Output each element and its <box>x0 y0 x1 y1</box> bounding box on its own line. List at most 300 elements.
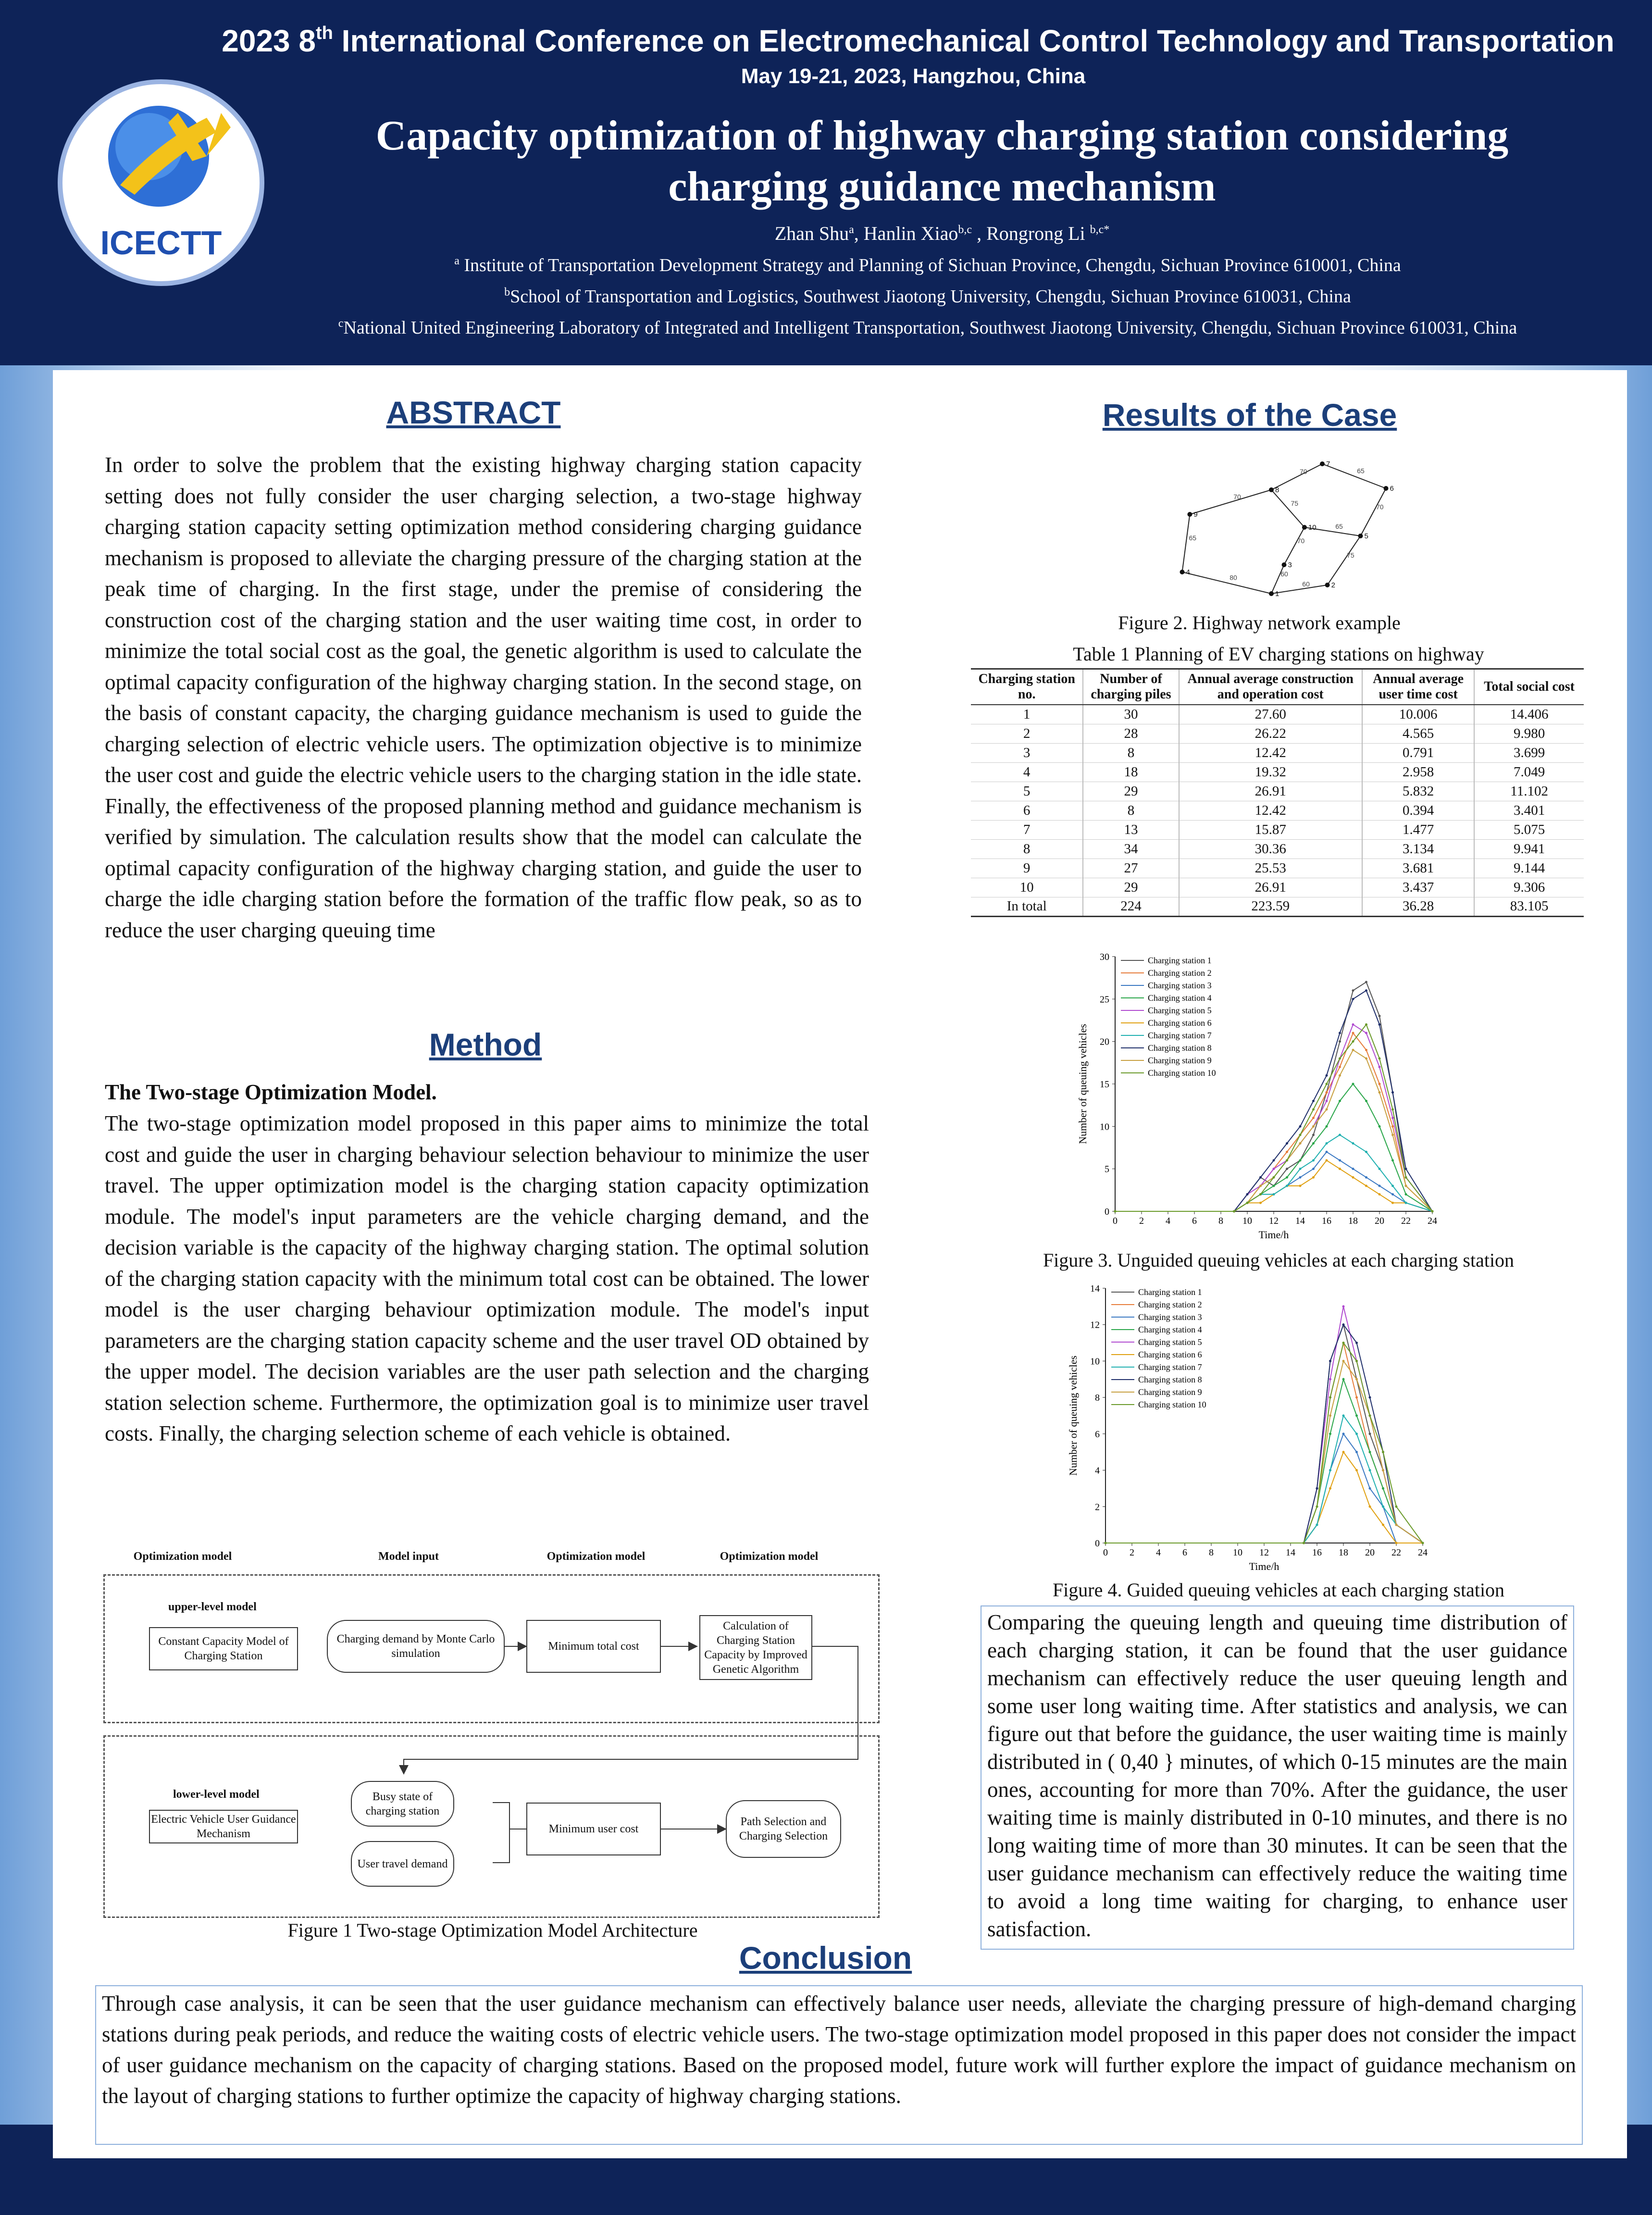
data-point <box>1273 1193 1275 1195</box>
x-tick-label: 2 <box>1130 1547 1134 1558</box>
x-tick-label: 24 <box>1428 1216 1437 1226</box>
table-header-cell: Charging station no. <box>971 669 1083 705</box>
network-node <box>1325 583 1330 587</box>
data-point <box>1312 1176 1315 1179</box>
data-point <box>1355 1396 1358 1399</box>
table-cell: 12.42 <box>1179 743 1362 762</box>
data-point <box>1286 1142 1288 1145</box>
data-point <box>1342 1305 1345 1307</box>
data-point <box>1379 1091 1381 1094</box>
table-cell: 10.006 <box>1362 705 1474 724</box>
series-line <box>1105 1343 1423 1543</box>
data-point <box>1312 1159 1315 1162</box>
table-cell: 29 <box>1083 878 1179 897</box>
data-point <box>1326 1100 1328 1102</box>
data-point <box>1339 1134 1341 1136</box>
data-point <box>1382 1524 1384 1526</box>
y-tick-label: 14 <box>1090 1283 1100 1294</box>
legend-label: Charging station 2 <box>1148 968 1212 978</box>
network-node-label: 2 <box>1331 581 1335 589</box>
series-line <box>1115 1084 1432 1211</box>
data-point <box>1405 1185 1407 1187</box>
table-cell: 30.36 <box>1179 839 1362 859</box>
data-point <box>1365 1151 1367 1153</box>
data-point <box>1379 1015 1381 1017</box>
legend-label: Charging station 9 <box>1138 1387 1202 1397</box>
legend-label: Charging station 10 <box>1138 1400 1206 1409</box>
data-point <box>1352 1176 1354 1179</box>
data-point <box>1273 1176 1275 1179</box>
data-point <box>1391 1159 1394 1162</box>
data-point <box>1352 989 1354 992</box>
data-point <box>1246 1193 1249 1195</box>
table-cell: 5.832 <box>1362 782 1474 801</box>
network-edge <box>1361 488 1386 536</box>
data-point <box>1382 1451 1384 1453</box>
x-axis-label: Time/h <box>1249 1560 1279 1572</box>
fig1-upper-label: upper-level model <box>168 1601 257 1613</box>
network-edge <box>1271 490 1304 527</box>
data-point <box>1299 1185 1302 1187</box>
network-node <box>1269 591 1274 596</box>
fig1-box-min-user-cost: Minimum user cost <box>526 1803 661 1855</box>
table-cell: 11.102 <box>1474 782 1584 801</box>
series-line <box>1105 1343 1423 1543</box>
table-header-cell: Annual average construction and operation cost <box>1179 669 1362 705</box>
fig1-col-header-3: Optimization model <box>547 1550 646 1563</box>
data-point <box>1299 1134 1302 1136</box>
data-point <box>1326 1159 1328 1162</box>
data-point <box>1395 1506 1398 1508</box>
table-cell: 7 <box>971 820 1083 839</box>
data-point <box>1391 1125 1394 1128</box>
x-tick-label: 22 <box>1391 1547 1401 1558</box>
figure-2-caption: Figure 2. Highway network example <box>1118 612 1401 634</box>
legend-label: Charging station 6 <box>1138 1350 1202 1359</box>
legend-label: Charging station 6 <box>1148 1018 1212 1028</box>
data-point <box>1105 1542 1107 1544</box>
data-point <box>1329 1396 1331 1399</box>
data-point <box>1299 1142 1302 1145</box>
data-point <box>1391 1117 1394 1119</box>
table-cell: 5 <box>971 782 1083 801</box>
x-tick-label: 18 <box>1348 1216 1358 1226</box>
conference-title: 2023 8th International Conference on Electromechanical Control Technology and Transportation <box>222 23 1615 58</box>
data-point <box>1273 1168 1275 1170</box>
network-node <box>1320 461 1325 466</box>
network-node-label: 10 <box>1308 523 1317 532</box>
table-cell: 223.59 <box>1179 897 1362 916</box>
table-cell: 9.980 <box>1474 724 1584 743</box>
figure-3-chart <box>1057 942 1442 1250</box>
table-cell: 2.958 <box>1362 762 1474 782</box>
x-tick-label: 2 <box>1139 1216 1144 1226</box>
network-edge <box>1328 536 1361 585</box>
data-point <box>1312 1117 1315 1119</box>
data-point <box>1355 1469 1358 1471</box>
x-tick-label: 8 <box>1218 1216 1223 1226</box>
data-point <box>1329 1415 1331 1417</box>
table-cell: 36.28 <box>1362 897 1474 916</box>
data-point <box>1286 1151 1288 1153</box>
table-header-cell: Annual average user time cost <box>1362 669 1474 705</box>
x-tick-label: 0 <box>1103 1547 1108 1558</box>
network-edge <box>1322 464 1386 488</box>
table-cell: 6 <box>971 801 1083 820</box>
data-point <box>1312 1125 1315 1128</box>
y-tick-label: 2 <box>1095 1502 1100 1513</box>
table-cell: 14.406 <box>1474 705 1584 724</box>
data-point <box>1352 1032 1354 1034</box>
table-header-cell: Total social cost <box>1474 669 1584 705</box>
table-cell: 3.134 <box>1362 839 1474 859</box>
data-point <box>1316 1506 1318 1508</box>
network-node-label: 6 <box>1390 485 1394 493</box>
table-cell: 7.049 <box>1474 762 1584 782</box>
y-tick-label: 12 <box>1090 1319 1100 1331</box>
table-cell: 12.42 <box>1179 801 1362 820</box>
data-point <box>1329 1360 1331 1362</box>
fig1-box-genetic-algorithm: Calculation of Charging Station Capacity by Improved Genetic Algorithm <box>699 1615 812 1680</box>
network-node <box>1358 534 1363 538</box>
data-point <box>1365 1100 1367 1102</box>
data-point <box>1391 1193 1394 1195</box>
table-cell: 26.22 <box>1179 724 1362 743</box>
x-tick-label: 12 <box>1269 1216 1279 1226</box>
y-tick-label: 6 <box>1095 1429 1100 1440</box>
x-tick-label: 16 <box>1322 1216 1331 1226</box>
legend-label: Charging station 4 <box>1138 1325 1202 1334</box>
network-node-label: 3 <box>1288 561 1292 569</box>
fig1-box-capacity-model: Constant Capacity Model of Charging Station <box>149 1627 298 1670</box>
data-point <box>1326 1151 1328 1153</box>
data-point <box>1391 1108 1394 1111</box>
table-cell: 3.437 <box>1362 878 1474 897</box>
table-row <box>971 762 1584 782</box>
network-edge <box>1182 572 1272 594</box>
data-point <box>1326 1074 1328 1077</box>
data-point <box>1382 1506 1384 1508</box>
paper-title <box>298 111 1586 212</box>
table-row <box>971 743 1584 762</box>
table-cell: 4.565 <box>1362 724 1474 743</box>
data-point <box>1379 1185 1381 1187</box>
affiliation-b: $^b$School of Transportation and Logistics, Southwest Jiaotong University, Chengdu, Sichuan Province 610031, China <box>504 286 1351 307</box>
network-edge-weight: 60 <box>1280 570 1288 578</box>
network-node <box>1269 487 1274 492</box>
x-tick-label: 20 <box>1375 1216 1384 1226</box>
data-point <box>1316 1487 1318 1490</box>
data-point <box>1379 1193 1381 1195</box>
data-point <box>1339 1058 1341 1060</box>
series-line <box>1115 1135 1432 1211</box>
network-node-label: 4 <box>1186 568 1190 576</box>
x-tick-label: 24 <box>1418 1547 1428 1558</box>
x-tick-label: 18 <box>1339 1547 1348 1558</box>
table-row <box>971 801 1584 820</box>
network-node-label: 7 <box>1326 460 1330 468</box>
table-cell: 19.32 <box>1179 762 1362 782</box>
table-cell: 0.394 <box>1362 801 1474 820</box>
author-list: Zhan Shu$^a$, Hanlin Xiao$^{b,c}$ , Rongrong Li $^{b,c*}$ <box>774 223 1110 244</box>
data-point <box>1431 1210 1434 1213</box>
data-point <box>1352 998 1354 1000</box>
data-point <box>1391 1134 1394 1136</box>
data-point <box>1405 1202 1407 1204</box>
data-point <box>1326 1091 1328 1094</box>
table-row <box>971 782 1584 801</box>
data-point <box>1342 1378 1345 1381</box>
figure-4-chart <box>1048 1274 1432 1581</box>
results-heading: Results of the Case <box>1102 397 1397 433</box>
logo-text: ICECTT <box>100 224 222 261</box>
fig1-box-travel-demand: User travel demand <box>351 1841 454 1887</box>
fig1-col-header-4: Optimization model <box>720 1550 819 1563</box>
data-point <box>1342 1415 1345 1417</box>
legend-label: Charging station 10 <box>1148 1068 1216 1078</box>
table-cell: 0.791 <box>1362 743 1474 762</box>
network-edge-weight: 75 <box>1291 499 1299 507</box>
y-tick-label: 0 <box>1095 1538 1100 1549</box>
y-tick-label: 20 <box>1100 1036 1109 1047</box>
data-point <box>1273 1159 1275 1162</box>
table-row <box>971 839 1584 859</box>
table-cell: 9.144 <box>1474 859 1584 878</box>
data-point <box>1326 1083 1328 1085</box>
table-cell: 8 <box>971 839 1083 859</box>
data-point <box>1342 1432 1345 1435</box>
data-point <box>1339 1074 1341 1077</box>
data-point <box>1379 1125 1381 1128</box>
y-tick-label: 0 <box>1105 1207 1109 1217</box>
network-node-label: 1 <box>1275 590 1279 598</box>
conclusion-text: Through case analysis, it can be seen that the user guidance mechanism can effectively balance user needs, alleviate the charging pressure of high-demand charging stations during peak periods, and reduce the waiting costs of electric vehicle users. The two-stage optimization model proposed in this paper does not consider the impact of user guidance mechanism on the capacity of charging stations. Based on the proposed model, future work will further explore the impact of guidance mechanism on the layout of charging stations to further optimize the capacity of highway charging stations. <box>95 1985 1583 2145</box>
data-point <box>1391 1091 1394 1094</box>
fig1-lower-label: lower-level model <box>173 1788 260 1801</box>
x-tick-label: 10 <box>1242 1216 1252 1226</box>
data-point <box>1365 1058 1367 1060</box>
data-point <box>1369 1469 1371 1471</box>
series-line <box>1105 1416 1423 1543</box>
data-point <box>1355 1432 1358 1435</box>
affiliation-a: $^a$ Institute of Transportation Development Strategy and Planning of Sichuan Province, Chengdu, Sichuan Province 610001, China <box>454 255 1401 275</box>
table-cell: 224 <box>1083 897 1179 916</box>
table-cell: 28 <box>1083 724 1179 743</box>
data-point <box>1342 1342 1345 1344</box>
fig1-box-busy-state: Busy state of charging station <box>351 1781 454 1827</box>
data-point <box>1365 1185 1367 1187</box>
table-header-cell: Number of charging piles <box>1083 669 1179 705</box>
data-point <box>1379 1023 1381 1026</box>
network-edge-weight: 70 <box>1297 537 1305 545</box>
data-point <box>1352 1049 1354 1051</box>
data-point <box>1339 1168 1341 1170</box>
data-point <box>1259 1185 1262 1187</box>
table-cell: 27.60 <box>1179 705 1362 724</box>
y-axis-label: Number of queuing vehicles <box>1067 1356 1079 1476</box>
network-node <box>1302 525 1307 530</box>
table-row <box>971 897 1584 916</box>
data-point <box>1365 1176 1367 1179</box>
legend-label: Charging station 1 <box>1138 1287 1202 1297</box>
x-tick-label: 14 <box>1286 1547 1295 1558</box>
data-point <box>1329 1378 1331 1381</box>
x-tick-label: 6 <box>1182 1547 1187 1558</box>
y-tick-label: 25 <box>1100 994 1109 1005</box>
table-cell: 29 <box>1083 782 1179 801</box>
data-point <box>1339 1040 1341 1043</box>
table-cell: 10 <box>971 878 1083 897</box>
data-point <box>1259 1193 1262 1195</box>
data-point <box>1379 1066 1381 1068</box>
data-point <box>1365 1049 1367 1051</box>
network-node-label: 9 <box>1193 510 1198 519</box>
table-cell: 3 <box>971 743 1083 762</box>
affiliation-c: $^c$National United Engineering Laboratory of Integrated and Intelligent Transportation, Southwest Jiaotong University, Chengdu, Sichuan Province 610031, China <box>338 317 1517 338</box>
data-point <box>1299 1176 1302 1179</box>
network-edge <box>1271 585 1328 594</box>
table-cell: 25.53 <box>1179 859 1362 878</box>
y-tick-label: 8 <box>1095 1393 1100 1404</box>
table-cell: 3.699 <box>1474 743 1584 762</box>
data-point <box>1369 1451 1371 1453</box>
table-cell: 34 <box>1083 839 1179 859</box>
x-tick-label: 10 <box>1233 1547 1242 1558</box>
network-edge-weight: 75 <box>1347 551 1354 559</box>
network-edge-weight: 80 <box>1230 573 1237 582</box>
legend-label: Charging station 4 <box>1148 993 1212 1003</box>
data-point <box>1365 989 1367 992</box>
table-cell: 8 <box>1083 801 1179 820</box>
table-1-caption: Table 1 Planning of EV charging stations on highway <box>1073 643 1484 665</box>
data-point <box>1329 1487 1331 1490</box>
data-point <box>1259 1176 1262 1179</box>
data-point <box>1339 1100 1341 1102</box>
figure-2-network <box>1134 447 1408 610</box>
method-heading: Method <box>429 1027 542 1062</box>
data-point <box>1299 1168 1302 1170</box>
data-point <box>1379 1168 1381 1170</box>
table-row <box>971 724 1584 743</box>
table-cell: 5.075 <box>1474 820 1584 839</box>
table-cell: In total <box>971 897 1083 916</box>
data-point <box>1342 1451 1345 1453</box>
table-cell: 2 <box>971 724 1083 743</box>
data-point <box>1299 1159 1302 1162</box>
x-tick-label: 8 <box>1209 1547 1214 1558</box>
table-cell: 27 <box>1083 859 1179 878</box>
data-point <box>1365 1032 1367 1034</box>
data-point <box>1365 1023 1367 1026</box>
data-point <box>1286 1185 1288 1187</box>
data-point <box>1382 1469 1384 1471</box>
data-point <box>1395 1542 1398 1544</box>
x-tick-label: 22 <box>1401 1216 1411 1226</box>
legend-label: Charging station 9 <box>1148 1056 1212 1065</box>
data-point <box>1339 1032 1341 1034</box>
data-point <box>1246 1202 1249 1204</box>
fig1-box-path-selection: Path Selection and Charging Selection <box>726 1800 841 1858</box>
data-point <box>1369 1487 1371 1490</box>
legend-label: Charging station 3 <box>1138 1312 1202 1322</box>
legend-label: Charging station 7 <box>1148 1031 1212 1040</box>
table-cell: 9.306 <box>1474 878 1584 897</box>
data-point <box>1365 981 1367 983</box>
legend-label: Charging station 7 <box>1138 1362 1202 1372</box>
data-point <box>1329 1432 1331 1435</box>
network-edge-weight: 70 <box>1233 493 1241 501</box>
data-point <box>1303 1542 1305 1544</box>
fig1-col-header-1: Optimization model <box>133 1550 232 1563</box>
abstract-heading: ABSTRACT <box>386 395 561 430</box>
data-point <box>1355 1451 1358 1453</box>
data-point <box>1286 1168 1288 1170</box>
data-point <box>1339 1159 1341 1162</box>
network-edge-weight: 65 <box>1189 534 1197 542</box>
data-point <box>1286 1176 1288 1179</box>
data-point <box>1352 1023 1354 1026</box>
y-tick-label: 10 <box>1100 1121 1109 1132</box>
network-edge-weight: 65 <box>1357 467 1365 475</box>
legend-label: Charging station 5 <box>1148 1006 1212 1015</box>
data-point <box>1395 1524 1398 1526</box>
network-node <box>1282 562 1287 567</box>
y-axis-label: Number of queuing vehicles <box>1077 1024 1089 1144</box>
table-cell: 3.681 <box>1362 859 1474 878</box>
table-row <box>971 820 1584 839</box>
x-tick-label: 14 <box>1295 1216 1305 1226</box>
network-edge-weight: 60 <box>1302 580 1310 588</box>
data-point <box>1391 1185 1394 1187</box>
conference-date: May 19-21, 2023, Hangzhou, China <box>741 64 1086 88</box>
figure-1-architecture <box>101 1538 884 1932</box>
data-point <box>1329 1469 1331 1471</box>
data-point <box>1355 1378 1358 1381</box>
data-point <box>1312 1108 1315 1111</box>
network-node <box>1187 512 1192 517</box>
network-edge <box>1284 527 1304 565</box>
x-axis-label: Time/h <box>1258 1229 1289 1241</box>
poster-header <box>0 0 1652 365</box>
network-node <box>1180 570 1185 574</box>
data-point <box>1326 1108 1328 1111</box>
data-point <box>1312 1168 1315 1170</box>
table-cell: 8 <box>1083 743 1179 762</box>
table-cell: 26.91 <box>1179 782 1362 801</box>
data-point <box>1312 1100 1315 1102</box>
network-edge-weight: 65 <box>1335 523 1343 530</box>
method-subheading: The Two-stage Optimization Model. <box>105 1080 437 1104</box>
table-row <box>971 859 1584 878</box>
title-line-1: Capacity optimization of highway charging station considering <box>375 112 1509 159</box>
data-point <box>1259 1202 1262 1204</box>
fig1-box-charging-demand: Charging demand by Monte Carlo simulation <box>327 1620 505 1673</box>
table-cell: 9.941 <box>1474 839 1584 859</box>
y-tick-label: 10 <box>1090 1356 1100 1367</box>
network-node-label: 8 <box>1275 486 1279 494</box>
figure-1-caption: Figure 1 Two-stage Optimization Model Architecture <box>287 1919 698 1941</box>
figure-3-caption: Figure 3. Unguided queuing vehicles at each charging station <box>1043 1249 1515 1271</box>
table-1-charging-stations <box>971 668 1584 917</box>
data-point <box>1369 1506 1371 1508</box>
x-tick-label: 6 <box>1192 1216 1197 1226</box>
results-discussion: Comparing the queuing length and queuing time distribution of each charging station, it can be found that the user guidance mechanism can effectively reduce the user queuing length and some user long waiting time. After statistics and analysis, we can figure out that before the guidance, the user waiting time is mainly distributed in ( 0,40 } minutes, of which 0-15 minutes are the main ones, accounting for more than 70%. After the guidance, the user waiting time is mainly distributed in 0-10 minutes, and there is no long waiting time of more than 30 minutes. It can be seen that the user guidance mechanism can effectively reduce the waiting time to avoid a long time waiting for charging, to enhance user satisfaction. <box>981 1605 1574 1950</box>
table-cell: 26.91 <box>1179 878 1362 897</box>
network-edge <box>1271 565 1284 594</box>
network-edge <box>1182 514 1190 572</box>
legend-label: Charging station 1 <box>1148 956 1212 965</box>
legend-label: Charging station 5 <box>1138 1337 1202 1347</box>
